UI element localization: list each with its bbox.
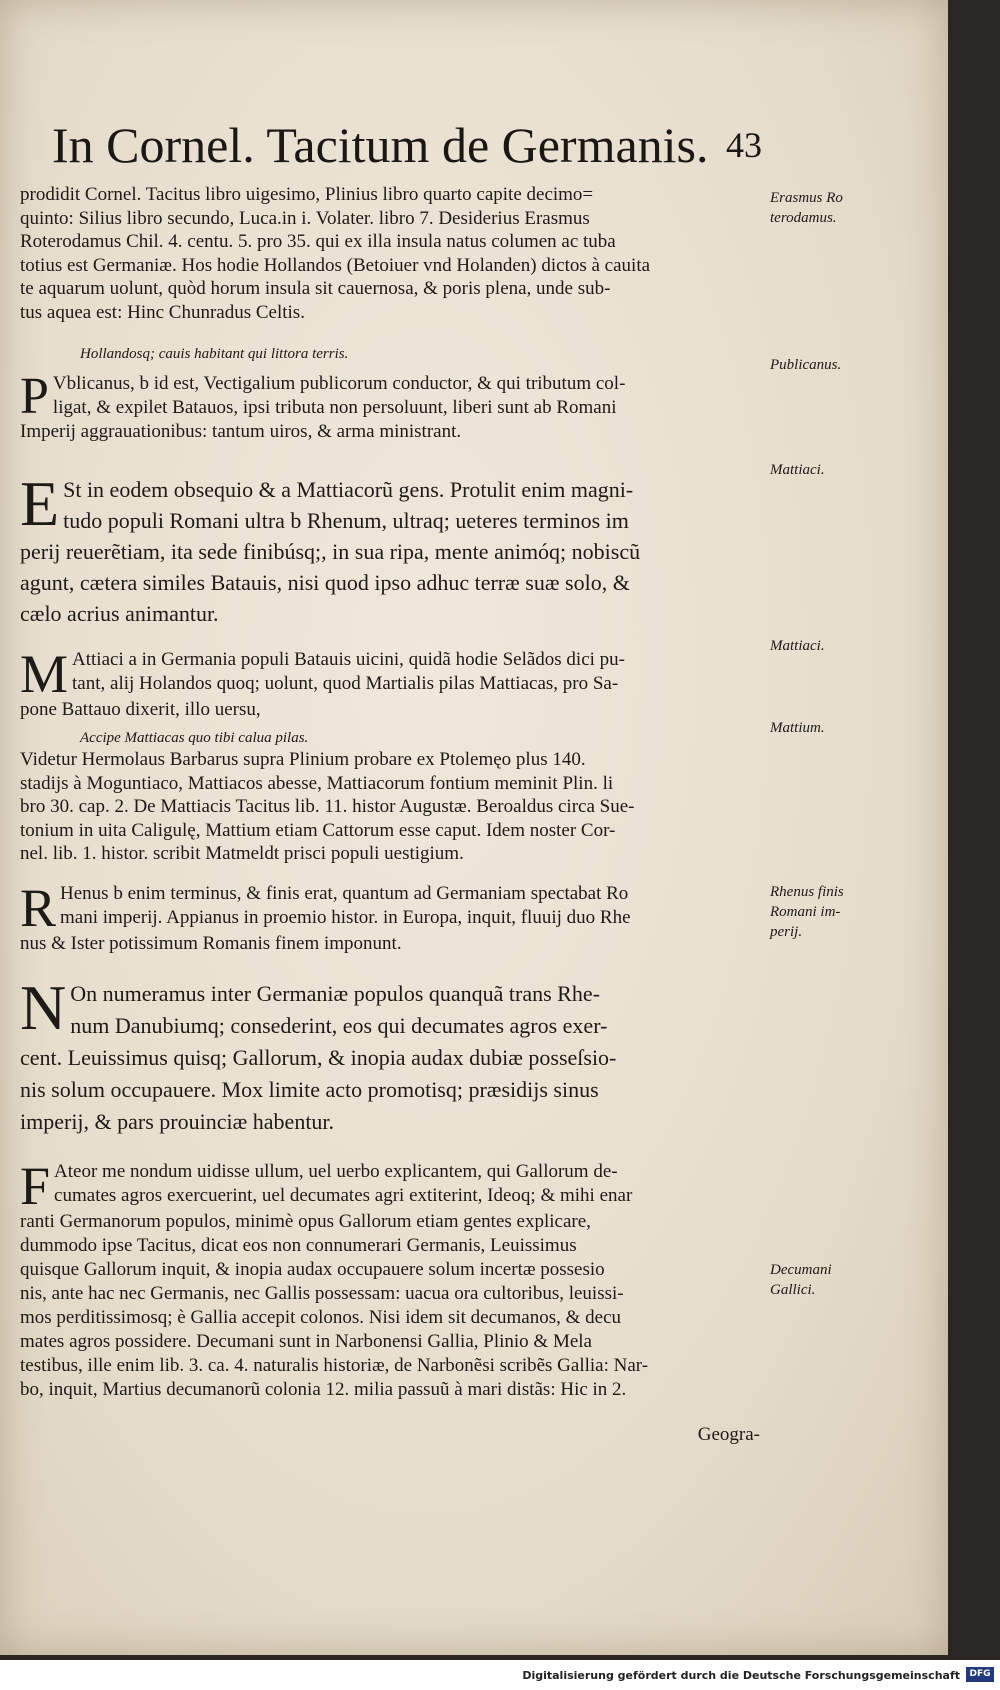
paragraph-5 bbox=[20, 748, 755, 866]
text-line: ligat, & expilet Batauos, ipsi tributa non persoluunt, liberi sunt ab Romani bbox=[52, 396, 617, 418]
verse-quote-1: Hollandosq; cauis habitant qui littora terris. bbox=[80, 346, 349, 362]
text-line: num Danubiumq; consederint, eos qui decumates agros exer- bbox=[70, 1013, 608, 1038]
text-line: totius est Germaniæ. Hos hodie Hollandos (Betoiuer vnd Holanden) dictos à cauita bbox=[20, 254, 651, 276]
text-line: cent. Leuissimus quisq; Gallorum, & inopia audax dubiæ posseſsio- bbox=[20, 1045, 617, 1070]
text-line: Roterodamus Chil. 4. centu. 5. pro 35. qui ex illa insula natus columen ac tuba bbox=[20, 231, 616, 252]
text-line: perij reuerẽtiam, ita sede finibúsq;, in sua ripa, mente animóq; nobiscũ bbox=[20, 539, 641, 564]
text-line: stadijs à Moguntiaco, Mattiacos abesse, Mattiacorum fontium meminit Plin. li bbox=[20, 772, 614, 794]
margin-note-mattium: Mattium. bbox=[770, 720, 825, 736]
text-line: ranti Germanorum populos, minimè opus Gallorum etiam gentes explicare, bbox=[20, 1211, 591, 1232]
text-line: Ateor me nondum uidisse ullum, uel uerbo explicantem, qui Gallorum de- bbox=[54, 1161, 618, 1182]
text-line: tonium in uita Caligulę, Mattium etiam Cattorum esse caput. Idem noster Cor- bbox=[20, 819, 616, 841]
drop-cap: P bbox=[20, 368, 49, 425]
text-line: On numeramus inter Germaniæ populos quanquã trans Rhe- bbox=[70, 981, 600, 1006]
paragraph-4 bbox=[20, 644, 755, 722]
text-line: dummodo ipse Tacitus, dicat eos non connumerari Germanis, Leuissimus bbox=[20, 1235, 577, 1256]
text-line: testibus, ille enim lib. 3. ca. 4. naturalis historiæ, de Narbonẽsi scribẽs Gallia: Nar- bbox=[20, 1355, 649, 1376]
text-line: pone Battauo dixerit, illo uersu, bbox=[20, 699, 261, 720]
margin-note-publicanus: Publicanus. bbox=[770, 357, 842, 373]
catchword: Geogra- bbox=[697, 1424, 760, 1445]
text-line: Videtur Hermolaus Barbarus supra Plinium probare ex Ptolemęo plus 140. bbox=[20, 749, 586, 770]
text-line: St in eodem obsequio & a Mattiacorũ gens. Protulit enim magni- bbox=[63, 477, 634, 502]
text-line: mos perditissimosq; è Gallia accepit colonos. Nisi idem sit decumanos, & decu bbox=[20, 1307, 622, 1328]
margin-note-erasmus: Erasmus Ro terodamus. bbox=[770, 190, 843, 226]
text-line: bro 30. cap. 2. De Mattiacis Tacitus lib. 11. histor Augustæ. Beroaldus circa Sue- bbox=[20, 796, 635, 817]
verse-quote-2: Accipe Mattiacas quo tibi calua pilas. bbox=[80, 730, 309, 746]
paragraph-3 bbox=[20, 468, 755, 629]
text-line: bo, inquit, Martius decumanorũ colonia 12. milia passuũ à mari distãs: Hic in 2. bbox=[20, 1379, 627, 1400]
text-line: nis, ante hac nec Germanis, nec Gallis possessam: uacua ora cultoribus, leuissi- bbox=[20, 1283, 624, 1304]
drop-cap: N bbox=[20, 972, 67, 1043]
margin-note-decumani: Decumani Gallici. bbox=[770, 1262, 832, 1298]
header-title: In Cornel. Tacitum de Germanis. bbox=[52, 117, 709, 173]
text-line: quisque Gallorum inquit, & inopia audax occupauere solum incertæ possesio bbox=[20, 1259, 605, 1280]
text-line: cumates agros exercuerint, uel decumates agri extiterint, Ideoq; & mihi enar bbox=[54, 1185, 633, 1206]
dfg-logo: DFG bbox=[966, 1667, 994, 1682]
paragraph-7 bbox=[20, 972, 755, 1138]
paragraph-8 bbox=[20, 1156, 755, 1402]
drop-cap: F bbox=[20, 1156, 51, 1216]
text-line: Attiaci a in Germania populi Batauis uicini, quidã hodie Selãdos dici pu- bbox=[72, 649, 626, 670]
text-line: prodidit Cornel. Tacitus libro uigesimo, Plinius libro quarto capite decimo= bbox=[20, 184, 594, 205]
text-line: tudo populi Romani ultra b Rhenum, ultraq; ueteres terminos im bbox=[63, 508, 629, 533]
margin-note-mattiaci-2: Mattiaci. bbox=[770, 638, 825, 654]
running-header bbox=[52, 116, 762, 186]
text-line: te aquarum uolunt, quòd horum insula sit cauernosa, & poris plena, unde sub- bbox=[20, 278, 611, 299]
margin-note-mattiaci: Mattiaci. bbox=[770, 462, 825, 478]
text-line: mani imperij. Appianus in proemio histor. in Europa, inquit, fluuij duo Rhe bbox=[60, 907, 631, 928]
text-line: quinto: Silius libro secundo, Luca.in i. Volater. libro 7. Desiderius Erasmus bbox=[20, 207, 590, 229]
text-line: tant, alij Holandos quoq; uolunt, quod Martialis pilas Mattiacas, pro Sa- bbox=[72, 673, 619, 694]
drop-cap: M bbox=[20, 644, 69, 704]
paragraph-6 bbox=[20, 878, 755, 956]
text-line: tus aquea est: Hinc Chunradus Celtis. bbox=[20, 301, 305, 323]
footer-bar bbox=[0, 1660, 1000, 1690]
text-line: agunt, cætera similes Batauis, nisi quod ipso adhuc terræ suæ solo, & bbox=[20, 570, 630, 595]
drop-cap: R bbox=[20, 878, 57, 938]
text-line: nel. lib. 1. histor. scribit Matmeldt prisci populi uestigium. bbox=[20, 843, 464, 864]
text-line: Henus b enim terminus, & finis erat, quantum ad Germaniam spectabat Ro bbox=[60, 883, 629, 904]
text-line: imperij, & pars prouinciæ habentur. bbox=[20, 1109, 335, 1134]
text-line: mates agros possidere. Decumani sunt in Narbonensi Gallia, Plinio & Mela bbox=[20, 1331, 592, 1352]
text-line: Imperij aggrauationibus: tantum uiros, & arma ministrant. bbox=[20, 421, 462, 442]
text-line: nis solum occupauere. Mox limite acto promotisq; præsidijs sinus bbox=[20, 1077, 599, 1102]
page-number: 43 bbox=[726, 125, 762, 165]
text-line: Vblicanus, b id est, Vectigalium publicorum conductor, & qui tributum col- bbox=[52, 373, 626, 394]
paragraph-2 bbox=[20, 368, 755, 444]
drop-cap: E bbox=[20, 468, 60, 539]
margin-note-rhenus: Rhenus finis Romani im- perij. bbox=[770, 884, 844, 940]
text-line: cælo acrius animantur. bbox=[20, 601, 219, 626]
text-line: nus & Ister potissimum Romanis finem imponunt. bbox=[20, 933, 402, 954]
paragraph-1 bbox=[20, 183, 755, 324]
footer-credit: Digitalisierung gefördert durch die Deutsche Forschungsgemeinschaft bbox=[522, 1669, 960, 1682]
